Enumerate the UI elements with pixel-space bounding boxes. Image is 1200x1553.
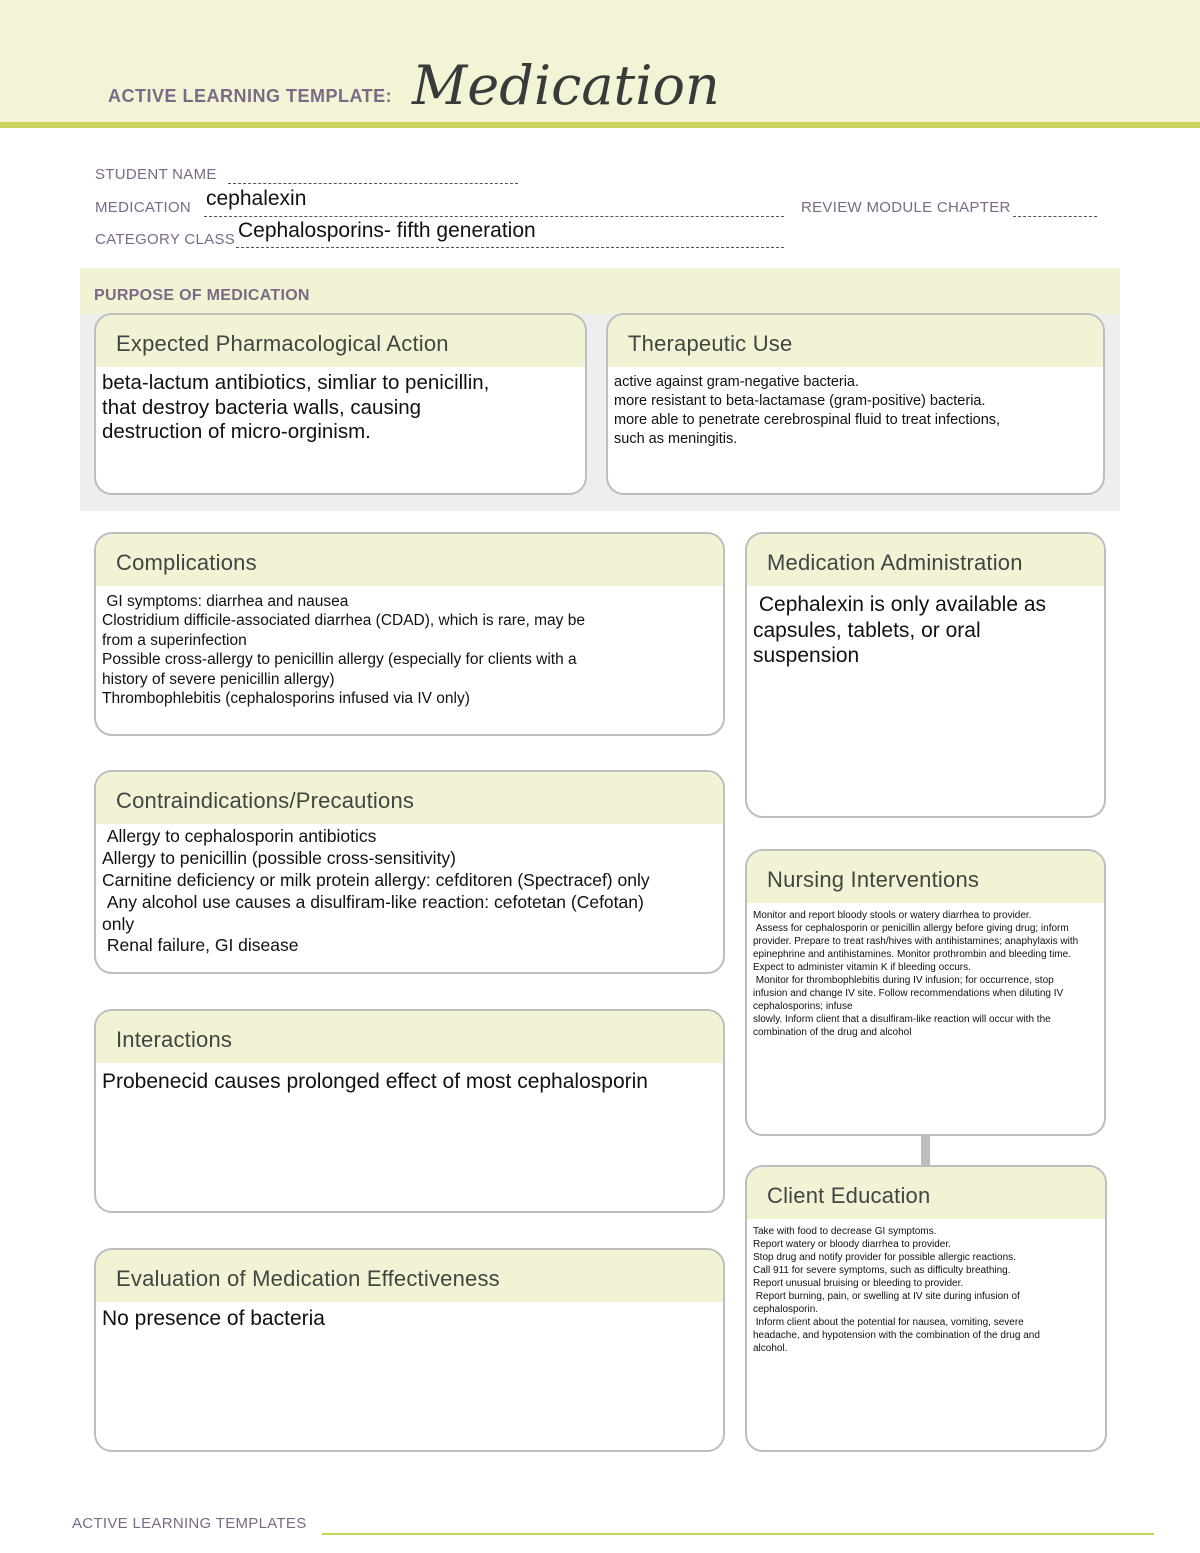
therapeutic-use-title: Therapeutic Use (608, 315, 1103, 367)
medication-administration-body[interactable] (747, 586, 1104, 669)
complications-box (94, 532, 725, 736)
complications-line: Possible cross-allergy to penicillin allergy (especially for clients with a (102, 651, 577, 669)
evaluation-box (94, 1248, 725, 1452)
category-class-field[interactable] (236, 247, 784, 248)
contraindications-body[interactable] (96, 824, 723, 957)
box-connector (921, 1134, 930, 1166)
client-education-title: Client Education (747, 1167, 1105, 1219)
category-class-label: CATEGORY CLASS (95, 231, 236, 248)
footer-label: ACTIVE LEARNING TEMPLATES (72, 1515, 307, 1532)
contraindications-line: Renal failure, GI disease (102, 935, 299, 956)
template-title: Medication (412, 54, 720, 117)
client-education-body[interactable] (747, 1219, 1105, 1355)
nursing-interventions-line: Assess for cephalosporin or penicillin allergy before giving drug; inform (753, 923, 1069, 934)
client-education-line: cephalosporin. (753, 1304, 819, 1315)
evaluation-title: Evaluation of Medication Effectiveness (96, 1250, 723, 1302)
review-module-label: REVIEW MODULE CHAPTER (801, 199, 1011, 216)
medication-label: MEDICATION (95, 199, 192, 216)
medication-administration-line: capsules, tablets, or oral (753, 618, 981, 642)
review-module-field[interactable] (1013, 216, 1097, 217)
nursing-interventions-line: Expect to administer vitamin K if bleeding occurs. (753, 962, 971, 973)
student-name-field[interactable] (228, 183, 518, 184)
client-education-line: Stop drug and notify provider for possible allergic reactions. (753, 1252, 1016, 1263)
medication-administration-line: suspension (753, 644, 860, 668)
client-education-line: Report unusual bruising or bleeding to provider. (753, 1278, 964, 1289)
medication-administration-box (745, 532, 1106, 818)
therapeutic-use-line: more resistant to beta-lactamase (gram-positive) bacteria. (614, 392, 986, 409)
expected-action-box (94, 313, 587, 495)
complications-title: Complications (96, 534, 723, 586)
expected-action-line: destruction of micro-orginism. (102, 420, 371, 444)
client-education-line: Take with food to decrease GI symptoms. (753, 1226, 937, 1237)
contraindications-box (94, 770, 725, 974)
medication-value: cephalexin (206, 187, 307, 210)
nursing-interventions-line: infusion and change IV site. Follow recommendations when diluting IV cephalosporins; infuse (753, 988, 1066, 1012)
contraindications-line: Carnitine deficiency or milk protein allergy: cefditoren (Spectracef) only (102, 869, 650, 890)
therapeutic-use-line: such as meningitis. (614, 430, 738, 447)
client-education-line: alcohol. (753, 1343, 788, 1354)
nursing-interventions-line: epinephrine and antihistamines. Monitor prothrombin and bleeding time. (753, 949, 1071, 960)
nursing-interventions-body[interactable] (747, 903, 1104, 1039)
nursing-interventions-line: combination of the drug and alcohol (753, 1027, 912, 1038)
evaluation-line: No presence of bacteria (102, 1307, 325, 1330)
nursing-interventions-line: provider. Prepare to treat rash/hives with antihistamines; anaphylaxis with (753, 936, 1079, 947)
therapeutic-use-line: more able to penetrate cerebrospinal fluid to treat infections, (614, 411, 1001, 428)
nursing-interventions-box (745, 849, 1106, 1136)
therapeutic-use-body[interactable] (608, 367, 1103, 448)
expected-action-title: Expected Pharmacological Action (96, 315, 585, 367)
client-education-line: Report watery or bloody diarrhea to provider. (753, 1239, 951, 1250)
nursing-interventions-title: Nursing Interventions (747, 851, 1104, 903)
expected-action-line: that destroy bacteria walls, causing (102, 395, 422, 419)
therapeutic-use-line: active against gram-negative bacteria. (614, 374, 860, 390)
interactions-body[interactable] (96, 1063, 723, 1095)
client-education-box (745, 1165, 1107, 1452)
complications-line: history of severe penicillin allergy) (102, 670, 335, 688)
nursing-interventions-line: slowly. Inform client that a disulfiram-like reaction will occur with the (753, 1014, 1051, 1025)
header-divider (0, 122, 1200, 128)
template-label: ACTIVE LEARNING TEMPLATE: (108, 86, 393, 106)
medication-administration-title: Medication Administration (747, 534, 1104, 586)
contraindications-line: Allergy to penicillin (possible cross-sensitivity) (102, 847, 457, 868)
expected-action-body[interactable] (96, 367, 585, 445)
expected-action-line: beta-lactum antibiotics, simliar to penicillin, (102, 371, 490, 394)
purpose-label: PURPOSE OF MEDICATION (94, 287, 310, 304)
interactions-title: Interactions (96, 1011, 723, 1063)
complications-body[interactable] (96, 586, 723, 708)
student-name-label: STUDENT NAME (95, 166, 217, 183)
nursing-interventions-line: Monitor for thrombophlebitis during IV infusion; for occurrence, stop (753, 975, 1054, 986)
therapeutic-use-box (606, 313, 1105, 495)
complications-line: GI symptoms: diarrhea and nausea (102, 593, 349, 610)
complications-line: Thrombophlebitis (cephalosporins infused via IV only) (102, 689, 470, 707)
interactions-line: Probenecid causes prolonged effect of most cephalosporin (102, 1070, 648, 1093)
contraindications-line: Any alcohol use causes a disulfiram-like reaction: cefotetan (Cefotan) (102, 891, 644, 912)
client-education-line: Inform client about the potential for nausea, vomiting, severe (753, 1317, 1024, 1328)
contraindications-line: Allergy to cephalosporin antibiotics (102, 826, 377, 846)
client-education-line: Call 911 for severe symptoms, such as difficulty breathing. (753, 1265, 1011, 1276)
medication-field[interactable] (204, 216, 784, 217)
client-education-line: Report burning, pain, or swelling at IV site during infusion of (753, 1291, 1020, 1302)
complications-line: Clostridium difficile-associated diarrhea (CDAD), which is rare, may be (102, 612, 585, 630)
category-class-value: Cephalosporins- fifth generation (238, 219, 536, 242)
evaluation-body[interactable] (96, 1302, 723, 1332)
complications-line: from a superinfection (102, 631, 247, 649)
medication-administration-line: Cephalexin is only available as (753, 593, 1047, 616)
interactions-box (94, 1009, 725, 1213)
nursing-interventions-line: Monitor and report bloody stools or watery diarrhea to provider. (753, 910, 1032, 921)
client-education-line: headache, and hypotension with the combination of the drug and (753, 1330, 1040, 1341)
contraindications-line: only (102, 913, 135, 934)
footer-divider (322, 1533, 1154, 1535)
contraindications-title: Contraindications/Precautions (96, 772, 723, 824)
